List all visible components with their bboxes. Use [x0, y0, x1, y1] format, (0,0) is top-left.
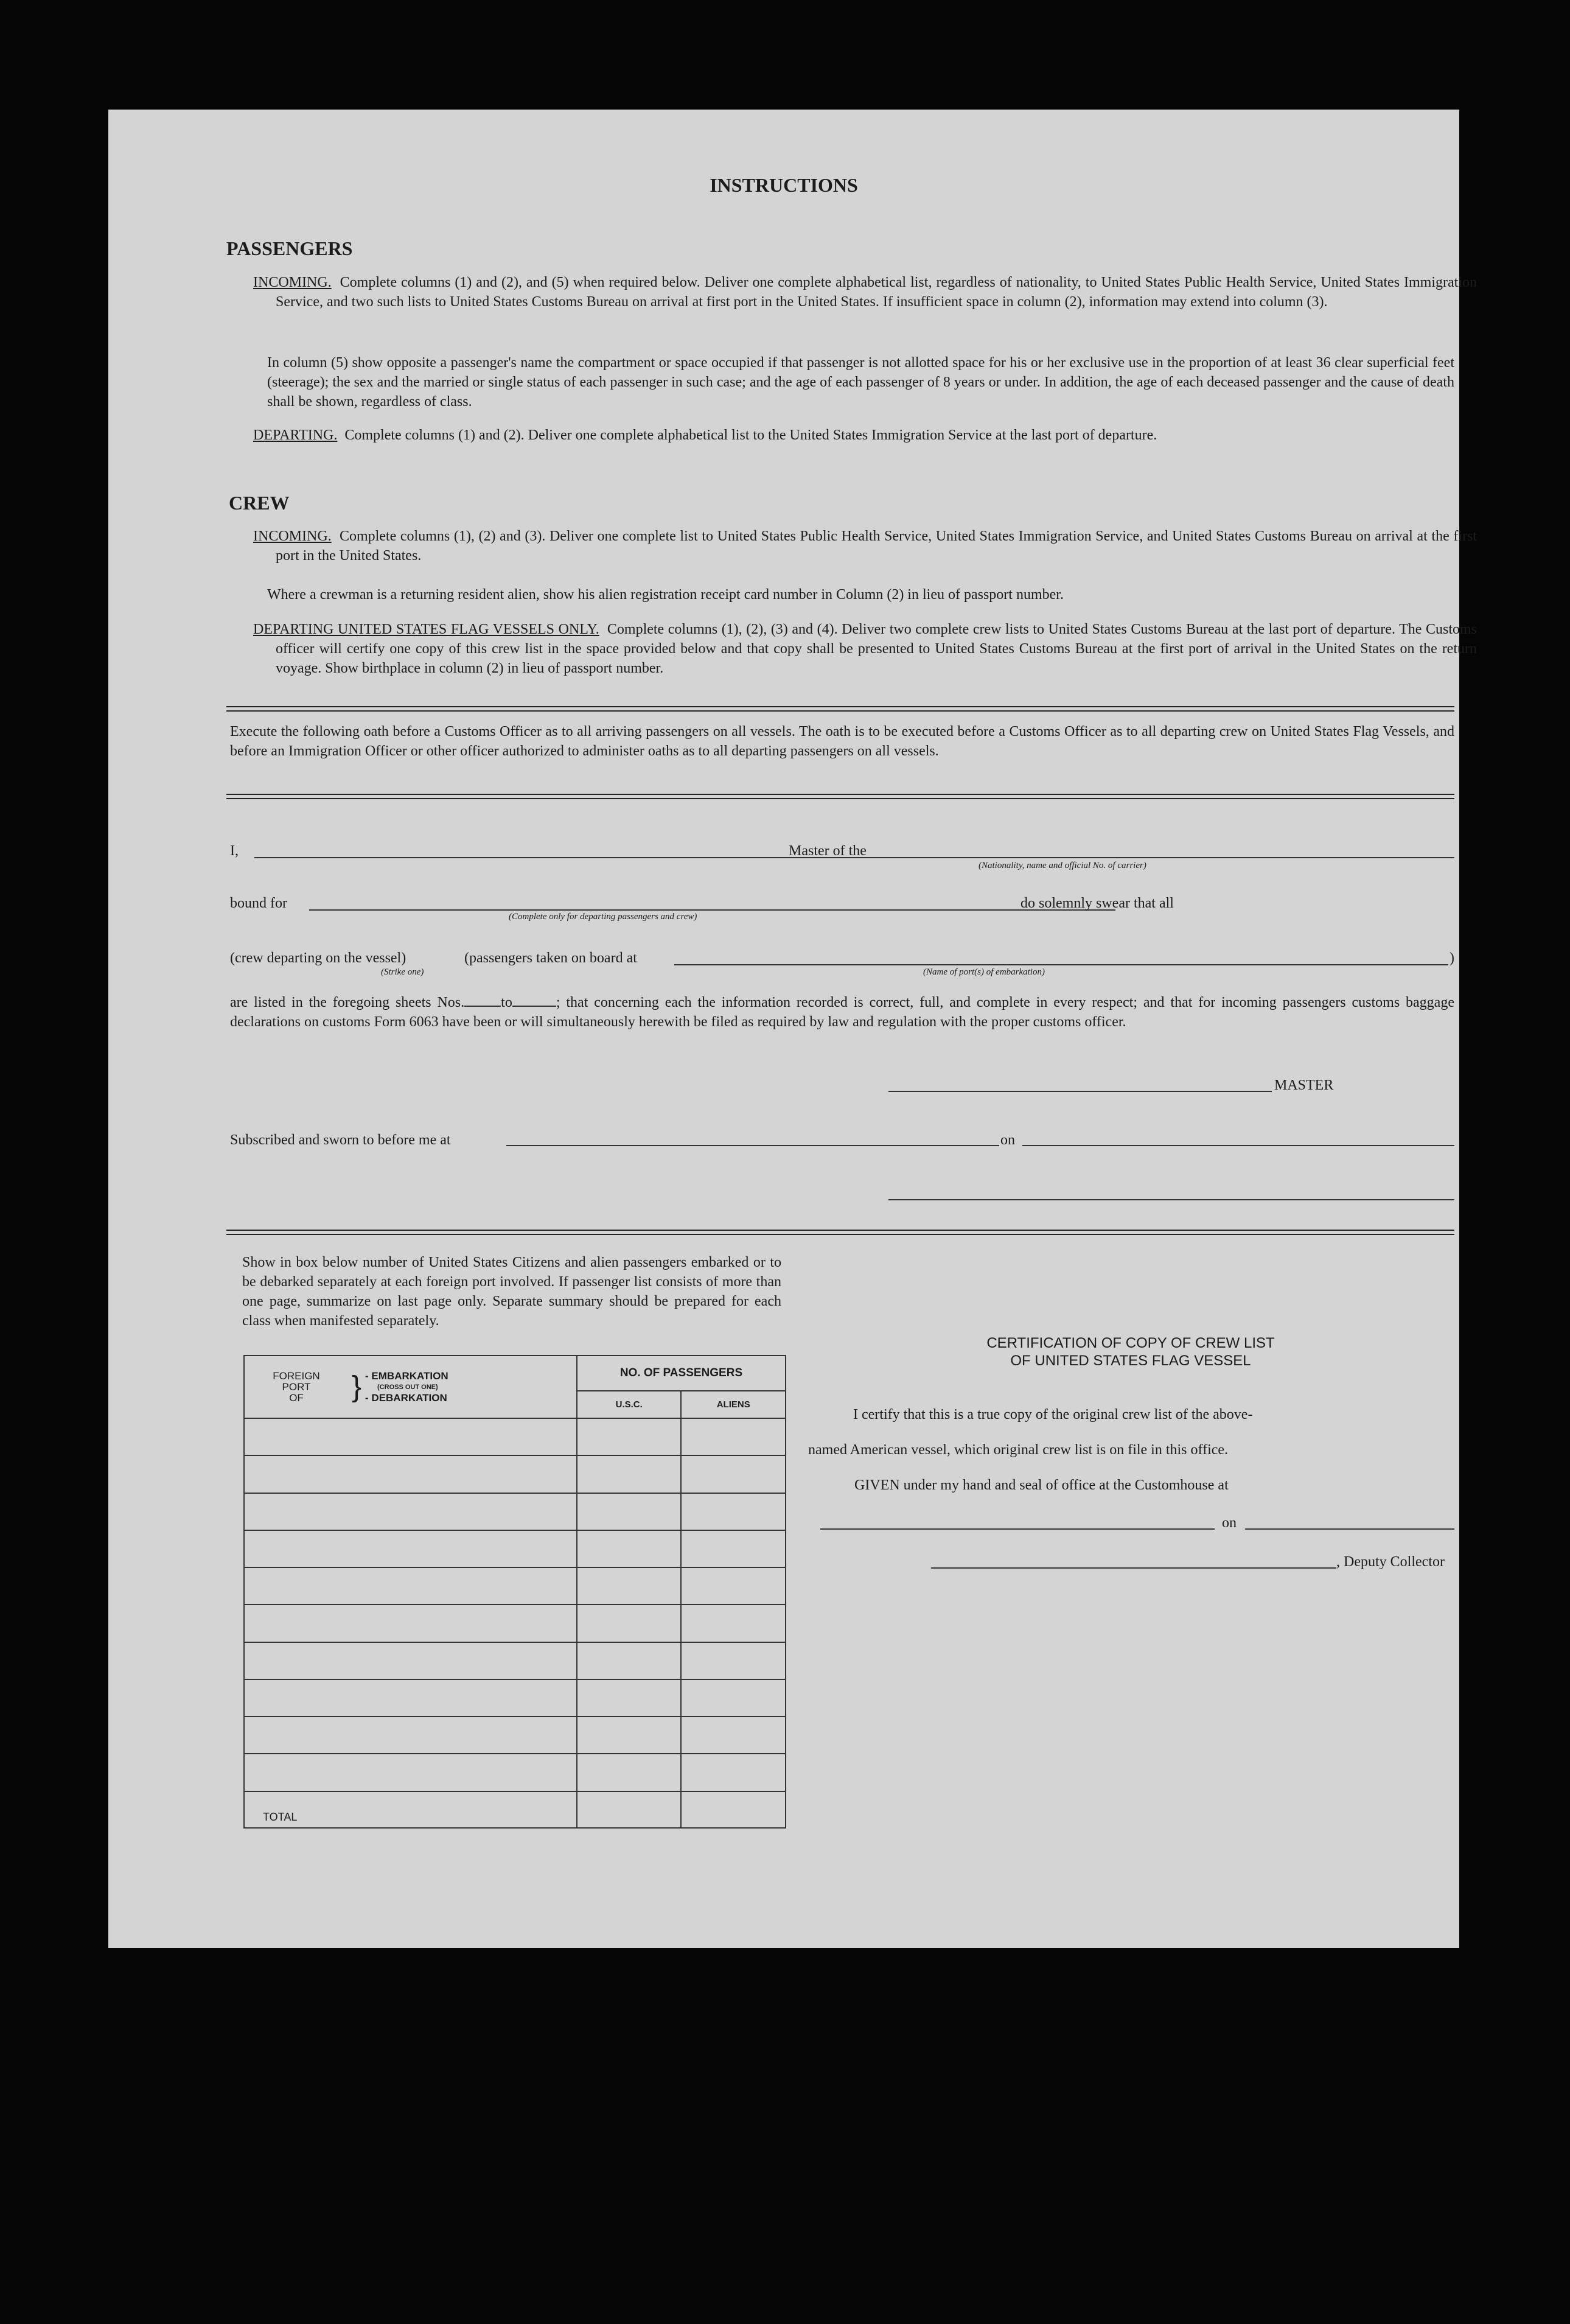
crew-departing-text: Complete columns (1), (2), (3) and (4). Deliver two complete crew lists to United States Customs Bureau at the last port of departure. The Customs officer will certify one copy of this crew list in the space provided below and that copy shall be presented to United States Customs Bureau at the first port of arrival in the United States on the return voyage. Show birthplace in column (2) in lieu of passport number. [276, 621, 1478, 676]
subscribed-on-label: on [1000, 1132, 1015, 1148]
customhouse-place-line[interactable] [820, 1528, 1215, 1530]
certify-line-2: named American vessel, which original crew list is on file in this office. [808, 1442, 1229, 1458]
table-row [244, 1418, 786, 1455]
bound-for-note: (Complete only for departing passengers and crew) [509, 912, 697, 922]
passengers-incoming-paragraph [253, 273, 1477, 312]
oath-i-label: I, [230, 843, 239, 859]
crew-departing-paragraph [253, 620, 1477, 678]
foreign-label: FOREIGN [273, 1370, 320, 1382]
crew-departing-option: (crew departing on the vessel) [230, 950, 406, 966]
usc-header: U.S.C. [577, 1391, 681, 1418]
sheets-text-1: are listed in the foregoing sheets Nos. [230, 995, 465, 1010]
carrier-note: (Nationality, name and official No. of carrier) [979, 861, 1146, 870]
summary-instructions: Show in box below number of United States Citizens and alien passengers embarked or to be debarked separately at each foreign port involved. If passenger list consists of more than one page, summarize on last page only. Separate summary should be prepared for each class when manifested separately. [242, 1255, 781, 1329]
carrier-line[interactable] [888, 857, 1454, 858]
page-title: INSTRUCTIONS [710, 174, 858, 196]
passengers-departing-paragraph [253, 425, 1477, 445]
sheets-to: to [501, 995, 512, 1010]
master-signature-line[interactable] [888, 1091, 1272, 1092]
bound-for-line[interactable] [309, 909, 1115, 911]
sheet-to-line[interactable] [512, 992, 556, 1007]
usc-cell[interactable] [577, 1530, 681, 1567]
port-label: PORT [282, 1381, 311, 1393]
certify-line-3: GIVEN under my hand and seal of office at the Customhouse at [854, 1477, 1229, 1493]
master-label: MASTER [1274, 1077, 1334, 1093]
certification-on-label: on [1222, 1515, 1237, 1531]
port-note: (Name of port(s) of embarkation) [923, 967, 1045, 977]
port-cell[interactable] [244, 1605, 577, 1642]
certification-heading-line-1: CERTIFICATION OF COPY OF CREW LIST [986, 1335, 1275, 1351]
total-row [244, 1791, 786, 1828]
table-row [244, 1605, 786, 1642]
crew-incoming-paragraph [253, 527, 1477, 565]
usc-cell[interactable] [577, 1455, 681, 1493]
aliens-cell[interactable] [681, 1605, 786, 1642]
oath-intro: Execute the following oath before a Customs Officer as to all arriving passengers on all vessels. The oath is to be executed before a Customs Officer as to all departing crew on United States Flag Vessels, and before an Immigration Officer or other officer authorized to administer oaths as to all departing passengers on all vessels. [230, 724, 1454, 759]
passenger-summary-table [243, 1355, 786, 1829]
aliens-cell[interactable] [681, 1679, 786, 1717]
aliens-cell[interactable] [681, 1717, 786, 1754]
table-row [244, 1717, 786, 1754]
section-divider [226, 1230, 1454, 1235]
certification-date-line[interactable] [1245, 1528, 1454, 1530]
aliens-cell[interactable] [681, 1567, 786, 1605]
subscribed-place-line[interactable] [506, 1145, 999, 1146]
embarkation-port-line[interactable] [674, 964, 1448, 965]
close-paren: ) [1450, 950, 1454, 966]
usc-cell[interactable] [577, 1679, 681, 1717]
no-passengers-header: NO. OF PASSENGERS [577, 1356, 786, 1391]
crew-alien-paragraph: Where a crewman is a returning resident alien, show his alien registration receipt card number in Column (2) in lieu of passport number. [267, 587, 1064, 603]
crew-departing-lead: DEPARTING UNITED STATES FLAG VESSELS ONLY. [253, 621, 599, 637]
crew-incoming-text: Complete columns (1), (2) and (3). Deliver one complete list to United States Public Health Service, United States Immigration Service, and United States Customs Bureau on arrival at the first port in the United States. [276, 528, 1478, 564]
aliens-cell[interactable] [681, 1530, 786, 1567]
passengers-taken-option: (passengers taken on board at [464, 950, 637, 966]
bound-for-label: bound for [230, 895, 287, 911]
section-divider [226, 706, 1454, 712]
certify-line-1: I certify that this is a true copy of the original crew list of the above- [853, 1407, 1253, 1423]
table-row [244, 1455, 786, 1493]
sheets-paragraph [230, 992, 1454, 1032]
aliens-total-cell[interactable] [681, 1791, 786, 1828]
cross-out-note: (CROSS OUT ONE) [377, 1383, 438, 1391]
aliens-cell[interactable] [681, 1455, 786, 1493]
port-cell[interactable] [244, 1717, 577, 1754]
usc-cell[interactable] [577, 1418, 681, 1455]
usc-cell[interactable] [577, 1567, 681, 1605]
master-of-label: Master of the [789, 843, 867, 859]
port-cell[interactable] [244, 1754, 577, 1791]
passengers-departing-text: Complete columns (1) and (2). Deliver one complete alphabetical list to the United States Immigration Service at the last port of departure. [344, 427, 1157, 443]
usc-cell[interactable] [577, 1754, 681, 1791]
table-row [244, 1754, 786, 1791]
section-divider [226, 794, 1454, 799]
passengers-incoming-text: Complete columns (1) and (2), and (5) when required below. Deliver one complete alphabetical list, regardless of nationality, to United States Public Health Service, United States Immigration Service, and two such lists to United States Customs Bureau on arrival at first port in the United States. If insufficient space in column (2), information may extend into column (3). [276, 275, 1478, 310]
usc-cell[interactable] [577, 1717, 681, 1754]
debarkation-option[interactable]: - DEBARKATION [365, 1391, 447, 1404]
port-cell[interactable] [244, 1679, 577, 1717]
sheets-text-2: ; that concerning each the information recorded is correct, full, and complete in every respect; and that for incoming passengers customs baggage declarations on customs Form 6063 have been or will simultaneously herewith be filed as required by law and regulation with the proper customs officer. [230, 995, 1454, 1030]
crew-heading: CREW [229, 492, 290, 514]
passengers-heading: PASSENGERS [226, 237, 353, 259]
deputy-collector-label: , Deputy Collector [1336, 1554, 1445, 1570]
port-cell[interactable] [244, 1455, 577, 1493]
usc-cell[interactable] [577, 1642, 681, 1679]
foreign-port-header: FOREIGN PORT OF } - EMBARKATION (CROSS OUT ONE) - DEBARKATION [244, 1356, 577, 1418]
aliens-cell[interactable] [681, 1493, 786, 1530]
aliens-cell[interactable] [681, 1642, 786, 1679]
aliens-cell[interactable] [681, 1418, 786, 1455]
table-row [244, 1679, 786, 1717]
officer-signature-line[interactable] [888, 1199, 1454, 1200]
table-header-row [244, 1356, 786, 1391]
subscribed-date-line[interactable] [1022, 1145, 1454, 1146]
swear-label: do solemnly swear that all [1020, 895, 1174, 911]
table-row [244, 1642, 786, 1679]
deputy-collector-signature-line[interactable] [931, 1567, 1336, 1569]
port-cell[interactable] [244, 1418, 577, 1455]
aliens-header: ALIENS [681, 1391, 786, 1418]
passengers-column5-paragraph: In column (5) show opposite a passenger's name the compartment or space occupied if that passenger is not allotted space for his or her exclusive use in the proportion of at least 36 clear superficial feet (steerage); the sex and the married or single status of each passenger in such case; and the age of each passenger of 8 years or under. In addition, the age of each deceased passenger and the cause of death shall be shown, regardless of class. [267, 355, 1454, 410]
strike-one-note: (Strike one) [381, 967, 424, 977]
sheet-from-line[interactable] [464, 992, 501, 1007]
subscribed-label: Subscribed and sworn to before me at [230, 1132, 451, 1148]
passengers-departing-lead: DEPARTING. [253, 427, 338, 443]
usc-cell[interactable] [577, 1493, 681, 1530]
table-row [244, 1530, 786, 1567]
crew-incoming-lead: INCOMING. [253, 528, 332, 544]
usc-cell[interactable] [577, 1605, 681, 1642]
certification-heading-line-2: OF UNITED STATES FLAG VESSEL [1010, 1353, 1251, 1369]
embarkation-option[interactable]: - EMBARKATION [365, 1370, 448, 1382]
passengers-incoming-lead: INCOMING. [253, 275, 332, 290]
certification-heading [808, 1334, 1453, 1370]
port-cell[interactable] [244, 1567, 577, 1605]
of-label: OF [289, 1391, 304, 1404]
aliens-cell[interactable] [681, 1754, 786, 1791]
port-cell[interactable] [244, 1642, 577, 1679]
usc-total-cell[interactable] [577, 1791, 681, 1828]
table-row [244, 1493, 786, 1530]
port-cell[interactable] [244, 1493, 577, 1530]
form-page [108, 110, 1478, 1948]
total-label: TOTAL [244, 1791, 577, 1828]
port-cell[interactable] [244, 1530, 577, 1567]
table-row [244, 1567, 786, 1605]
